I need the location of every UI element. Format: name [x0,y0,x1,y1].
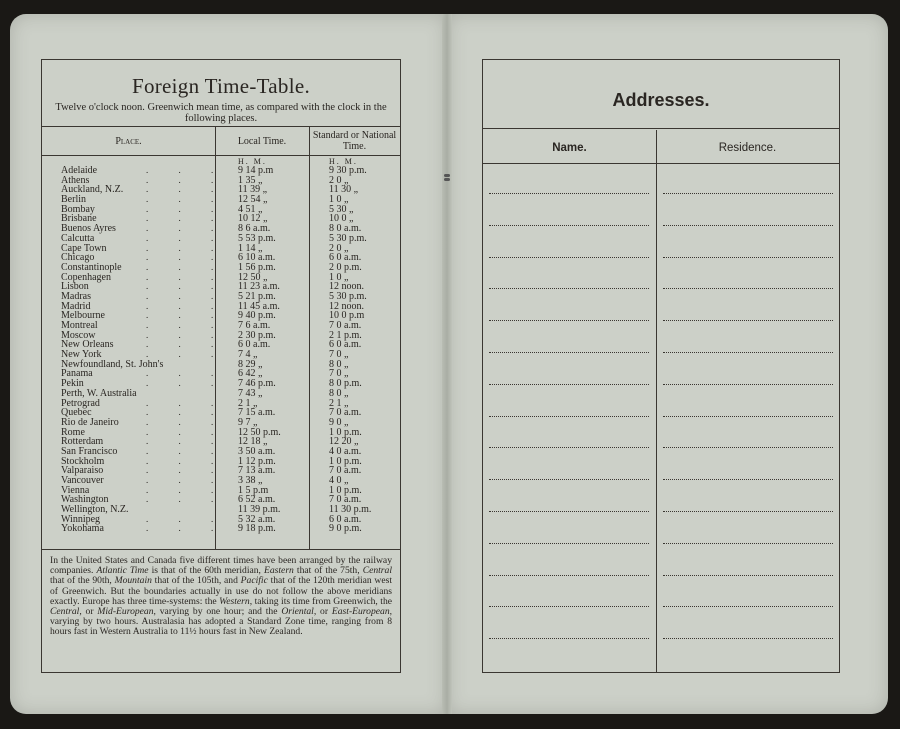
place-cell: Newfoundland, St. John's [61,358,164,370]
footnote-segment: In the United States and Canada five different times have been arranged by the railway companies. [50,555,392,577]
footnote-segment: Atlantic Time [96,565,149,577]
timetable-title: Foreign Time-Table. [131,74,311,98]
local-time-cell: 7 15 a.m. [238,407,276,419]
table-row [42,524,400,534]
leader-dots: . . . [146,445,228,456]
place-cell: New Orleans [61,339,114,351]
place-cell: Quebec [61,407,92,419]
timetable-footnote [50,556,392,638]
place-cell: Berlin [61,194,86,206]
place-cell: Rome [61,426,85,438]
addresses-col-residence: Residence. [718,142,777,154]
standard-time-cell: 1 0 p.m. [329,426,362,438]
place-cell: Winnipeg [61,513,101,525]
name-entry-line[interactable] [489,193,649,194]
residence-entry-line[interactable] [663,225,833,226]
footnote-segment: East-European [331,606,390,618]
local-time-cell: 5 32 a.m. [238,513,276,525]
residence-entry-line[interactable] [663,575,833,576]
timetable-rows [42,166,400,534]
standard-time-cell: 5 30 „ [329,203,354,215]
local-time-cell: 10 12 „ [238,213,268,225]
standard-time-cell: 1 0 „ [329,271,349,283]
local-time-cell: 9 14 p.m [238,165,274,176]
place-cell: Bombay [61,203,95,215]
local-time-cell: 8 6 a.m. [238,223,271,235]
local-time-cell: 11 39 „ [238,184,268,196]
footnote-segment: , or [313,606,332,618]
name-entry-line[interactable] [489,384,649,385]
table-bottom-rule [42,549,400,550]
leader-dots: . . . [146,523,228,534]
standard-time-cell: 11 30 p.m. [329,504,372,516]
footnote-segment: Eastern [264,565,294,577]
leader-dots: . . . [146,271,228,282]
standard-time-cell: 1 0 p.m. [329,455,362,467]
footnote-segment: , varying by one hour; and the [153,606,282,618]
footnote-segment: Central [362,565,393,577]
name-entry-line[interactable] [489,606,649,607]
local-time-cell: 9 7 „ [238,416,258,428]
standard-time-cell: 4 0 „ [329,475,349,486]
leader-dots: . . . [146,232,228,243]
binding-stitch [444,178,450,181]
standard-time-cell: 2 0 p.m. [329,261,362,273]
name-entry-line[interactable] [489,511,649,512]
standard-time-cell: 8 0 „ [329,358,349,370]
place-cell: Wellington, N.Z. [61,504,129,516]
standard-time-cell: 7 0 a.m. [329,465,362,477]
place-cell: Constantinople [61,261,122,273]
place-cell: Stockholm [61,455,105,467]
footnote-segment: Western [219,595,250,607]
standard-time-cell: 7 0 „ [329,349,349,361]
standard-time-cell: 5 30 p.m. [329,290,367,302]
leader-dots: . . . [146,261,228,272]
place-cell: Panama [61,368,93,380]
name-entry-line[interactable] [489,225,649,226]
footnote-segment: that of the 75th, [293,565,363,577]
footnote-segment: that of the 90th, [50,575,115,587]
place-cell: Auckland, N.Z. [61,184,124,196]
name-entry-line[interactable] [489,257,649,258]
timetable-frame [41,59,401,673]
standard-time-cell: 9 0 „ [329,416,349,428]
place-cell: Perth, W. Australia [61,387,137,399]
local-time-cell: 5 21 p.m. [238,290,276,302]
local-time-cell: 2 30 p.m. [238,329,276,341]
local-time-cell: 6 10 a.m. [238,252,276,264]
residence-entry-line[interactable] [663,193,833,194]
local-time-cell: 9 40 p.m. [238,310,276,322]
binding-stitch [444,174,450,177]
leader-dots: . . . [146,368,228,379]
standard-time-cell: 9 0 p.m. [329,523,362,535]
standard-time-cell: 8 0 p.m. [329,378,362,390]
local-time-cell: 3 38 „ [238,475,263,486]
local-time-cell: 1 12 p.m. [238,455,276,467]
local-time-cell: 1 35 „ [238,174,263,186]
residence-entry-line[interactable] [663,511,833,512]
local-time-cell: 12 54 „ [238,194,268,206]
place-cell: Cape Town [61,242,107,254]
hm-label-local: H. M. [238,157,267,166]
standard-time-cell: 11 30 „ [329,184,359,196]
standard-time-cell: 6 0 a.m. [329,252,362,264]
standard-time-cell: 7 0 a.m. [329,494,362,506]
place-cell: San Francisco [61,445,118,457]
leader-dots: . . . [146,494,228,505]
place-cell: Moscow [61,329,96,341]
addresses-header-rule [483,163,839,164]
leader-dots: . . . [146,329,228,340]
name-entry-line[interactable] [489,575,649,576]
footnote-segment: Mountain [114,575,152,587]
header-rule-bottom [42,155,400,156]
footnote-segment: that of the 105th, and [151,575,241,587]
residence-entry-line[interactable] [663,352,833,353]
local-time-cell: 6 0 a.m. [238,339,271,351]
local-time-cell: 6 52 a.m. [238,494,276,506]
footnote-segment: Central [50,606,80,618]
standard-time-cell: 2 1 p.m. [329,329,362,341]
place-cell: Brisbane [61,213,97,225]
place-cell: Calcutta [61,232,95,244]
local-time-cell: 6 42 „ [238,368,263,380]
residence-entry-line[interactable] [663,606,833,607]
standard-time-cell: 12 noon. [329,281,364,293]
footnote-segment: , varying by two hours. Australasia has adopted a Standard Zone time, ranging from 8 hours fast in Western Australia to 11½ hours fast in New Zealand. [50,606,393,638]
local-time-cell: 7 4 „ [238,349,258,361]
standard-time-cell: 9 30 p.m. [329,165,367,176]
place-cell: Yokohama [61,523,104,535]
residence-entry-line[interactable] [663,257,833,258]
name-entry-line[interactable] [489,288,649,289]
timetable-subtitle: Twelve o'clock noon. Greenwich mean time, as compared with the clock in the following places. [55,102,387,124]
header-place: Place. [115,136,142,147]
leader-dots: . . . [146,349,228,360]
place-cell: Madras [61,290,91,302]
leader-dots: . . . [146,455,228,466]
standard-time-cell: 7 0 „ [329,368,349,380]
standard-time-cell: 5 30 p.m. [329,232,367,244]
place-cell: Pekin [61,378,84,390]
residence-entry-line[interactable] [663,479,833,480]
local-time-cell: 12 18 „ [238,436,268,448]
standard-time-cell: 6 0 a.m. [329,513,362,525]
residence-entry-line[interactable] [663,384,833,385]
residence-entry-line[interactable] [663,416,833,417]
standard-time-cell: 7 0 a.m. [329,320,362,331]
book-gutter [442,14,452,714]
local-time-cell: 7 46 p.m. [238,378,276,390]
place-cell: Vancouver [61,475,104,486]
leader-dots: . . . [146,194,228,205]
footnote-segment: Mid-European [97,606,154,618]
leader-dots: . . . [146,300,228,311]
residence-entry-line[interactable] [663,638,833,639]
place-cell: New York [61,349,102,361]
standard-time-cell: 10 0 p.m [329,310,365,322]
name-entry-line[interactable] [489,479,649,480]
place-cell: Petrograd [61,397,100,409]
leader-dots: . . . [146,213,228,224]
name-entry-line[interactable] [489,320,649,321]
footnote-segment: Oriental [281,606,314,618]
leader-dots: . . . [146,281,228,292]
footnote-segment: Pacific [240,575,268,587]
leader-dots: . . . [146,436,228,447]
standard-time-cell: 2 0 „ [329,242,349,254]
leader-dots: . . . [146,184,228,195]
addresses-title-rule [483,128,839,129]
leader-dots: . . . [146,407,228,418]
local-time-cell: 7 43 „ [238,387,263,399]
local-time-cell: 12 50 p.m. [238,426,281,438]
place-cell: Vienna [61,484,90,496]
place-cell: Copenhagen [61,271,111,283]
residence-entry-line[interactable] [663,320,833,321]
place-cell: Washington [61,494,109,506]
addresses-col-name: Name. [552,142,587,154]
place-cell: Valparaiso [61,465,104,477]
place-cell: Athens [61,174,90,186]
footnote-segment: that of the 120th meridian west of Greenwich. But the boundaries actually in use do not follow the above meridians exactly. Europe has three time-systems: the [50,575,393,607]
leader-dots: . . . [146,397,228,408]
name-entry-line[interactable] [489,543,649,544]
place-cell: Madrid [61,300,91,312]
addresses-column-divider [656,130,657,672]
footnote-segment: , taking its time from Greenwich, the [249,595,392,607]
standard-time-cell: 12 noon. [329,300,364,312]
name-entry-line[interactable] [489,352,649,353]
leader-dots: . . . [146,203,228,214]
leader-dots: . . . [146,223,228,234]
local-time-cell: 2 1 „ [238,397,258,409]
local-time-cell: 7 13 a.m. [238,465,276,477]
standard-time-cell: 8 0 a.m. [329,223,362,235]
leader-dots: . . . [146,310,228,321]
leader-dots: . . . [146,513,228,524]
leader-dots: . . . [146,475,228,485]
leader-dots: . . . [146,252,228,263]
header-rule [42,126,400,127]
standard-time-cell: 1 0 p.m. [329,484,362,496]
name-entry-line[interactable] [489,638,649,639]
local-time-cell: 1 56 p.m. [238,261,276,273]
standard-time-cell: 2 0 „ [329,174,349,186]
place-cell: Montreal [61,320,98,331]
place-cell: Rio de Janeiro [61,416,119,428]
leader-dots: . . . [146,320,228,330]
place-cell: Adelaide [61,165,98,176]
place-cell: Melbourne [61,310,105,322]
leader-dots: . . . [146,416,228,427]
residence-entry-line[interactable] [663,543,833,544]
footnote-segment: is that of the 60th meridian, [148,565,264,577]
leader-dots: . . . [146,484,228,495]
local-time-cell: 11 39 p.m. [238,504,281,516]
residence-entry-line[interactable] [663,447,833,448]
hm-label-standard: H. M. [329,157,358,166]
standard-time-cell: 7 0 a.m. [329,407,362,419]
local-time-cell: 3 50 a.m. [238,445,276,457]
place-cell: Lisbon [61,281,89,293]
leader-dots: . . . [146,242,228,253]
local-time-cell: 5 53 p.m. [238,232,276,244]
standard-time-cell: 4 0 a.m. [329,445,362,457]
place-cell: Buenos Ayres [61,223,116,235]
addresses-frame [482,59,840,673]
local-time-cell: 11 23 a.m. [238,281,280,293]
leader-dots: . . . [146,174,228,185]
standard-time-cell: 1 0 „ [329,194,349,206]
addresses-title: Addresses. [612,90,710,110]
local-time-cell: 9 18 p.m. [238,523,276,535]
local-time-cell: 12 50 „ [238,271,268,283]
header-local-time: Local Time. [237,136,287,147]
standard-time-cell: 6 0 a.m. [329,339,362,351]
standard-time-cell: 10 0 „ [329,213,354,225]
leader-dots: . . . [146,426,228,437]
leader-dots: . . . [146,378,228,389]
leader-dots: . . . [146,465,228,476]
local-time-cell: 7 6 a.m. [238,320,271,331]
local-time-cell: 4 51 „ [238,203,263,215]
local-time-cell: 1 5 p.m [238,484,269,496]
local-time-cell: 8 29 „ [238,358,263,370]
leader-dots: . . . [146,290,228,301]
place-cell: Chicago [61,252,95,264]
name-entry-line[interactable] [489,416,649,417]
residence-entry-line[interactable] [663,288,833,289]
place-cell: Rotterdam [61,436,104,448]
local-time-cell: 1 14 „ [238,242,263,254]
name-entry-line[interactable] [489,447,649,448]
standard-time-cell: 12 20 „ [329,436,359,448]
standard-time-cell: 2 1 „ [329,397,349,409]
local-time-cell: 11 45 a.m. [238,300,280,312]
standard-time-cell: 8 0 „ [329,387,349,399]
leader-dots: . . . [146,339,228,350]
leader-dots: . . . [146,165,228,175]
header-standard-time: Standard or National Time. [312,130,397,152]
footnote-segment: , or [79,606,98,618]
